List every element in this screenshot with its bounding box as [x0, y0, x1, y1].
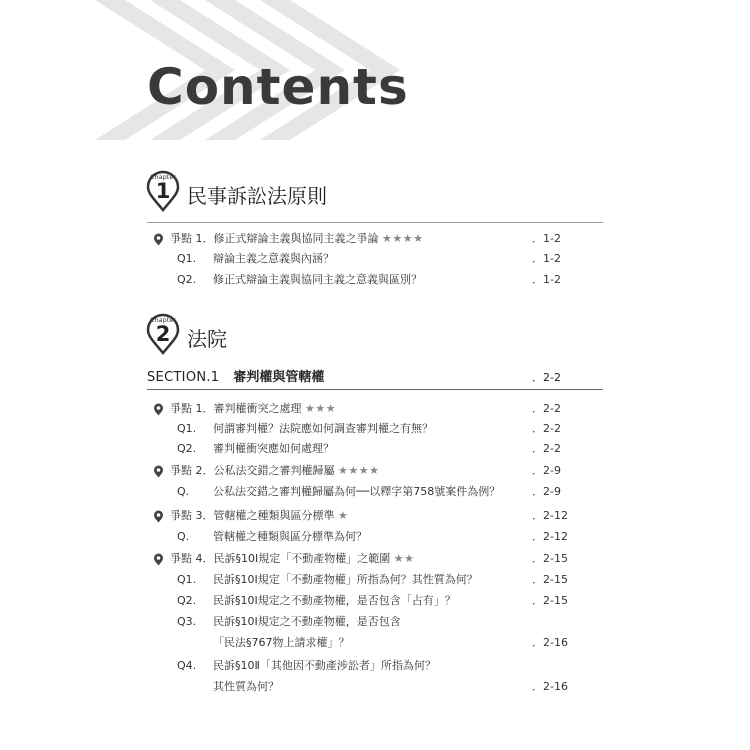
- chapter-2-heading[interactable]: [145, 313, 227, 355]
- page-number: ．2-2: [532, 422, 561, 435]
- divider: [147, 389, 603, 390]
- page-number: ．2-12: [532, 530, 568, 543]
- question-number: Q1.: [177, 252, 197, 265]
- question-label: 民訴§10Ⅰ規定之不動產物權，是否包含: [213, 615, 401, 628]
- toc-issue-row[interactable]: [150, 506, 575, 526]
- question-label: 其性質為何？: [213, 680, 279, 693]
- question-number: Q3.: [177, 615, 197, 628]
- question-label: 公私法交錯之審判權歸屬為何──以釋字第758號案件為例？: [213, 485, 501, 498]
- page-number: ．2-16: [532, 636, 568, 649]
- toc-question-row[interactable]: [150, 439, 575, 459]
- page-number: ．2-15: [532, 594, 568, 607]
- toc-issue-row[interactable]: [150, 399, 575, 419]
- question-label: 管轄權之種類與區分標準為何？: [213, 530, 367, 543]
- importance-stars: ★★: [393, 552, 415, 565]
- toc-question-row[interactable]: [150, 249, 575, 269]
- toc-question-row[interactable]: [150, 612, 575, 632]
- page-number: ．2-16: [532, 680, 568, 693]
- page-number: ．2-9: [532, 485, 561, 498]
- question-label: 修正式辯論主義與協同主義之意義與區別？: [213, 273, 422, 286]
- toc-question-row[interactable]: [150, 656, 575, 676]
- issue-label: 爭點 1．審判權衝突之處理: [170, 402, 302, 415]
- importance-stars: ★★★: [305, 402, 337, 415]
- section-title: 審判權與管轄權: [233, 370, 325, 385]
- chapter-number: 1: [155, 179, 171, 203]
- question-number: Q4.: [177, 659, 197, 672]
- chapter-1-heading[interactable]: [145, 170, 327, 212]
- toc-question-row[interactable]: [150, 419, 575, 439]
- question-label: 審判權衝突應如何處理？: [213, 442, 334, 455]
- page-number: ．2-2: [532, 371, 561, 384]
- question-label: 辯論主義之意義與內涵？: [213, 252, 334, 265]
- page-number: ．2-2: [532, 402, 561, 415]
- location-pin-icon: [153, 510, 164, 523]
- issue-label: 爭點 2．公私法交錯之審判權歸屬: [170, 464, 335, 477]
- page-number: ．2-15: [532, 573, 568, 586]
- toc-question-row[interactable]: [150, 527, 575, 547]
- page-title: Contents: [147, 58, 409, 116]
- toc-question-row[interactable]: [150, 677, 575, 697]
- chapter-badge: [145, 313, 181, 355]
- chapter-badge: [145, 170, 181, 212]
- importance-stars: ★★★★: [338, 464, 380, 477]
- page-number: ．1-2: [532, 252, 561, 265]
- location-pin-icon: [153, 403, 164, 416]
- page-number: ．1-2: [532, 273, 561, 286]
- location-pin-icon: [153, 553, 164, 566]
- toc-issue-row[interactable]: [150, 549, 575, 569]
- question-label: 民訴§10Ⅱ「其他因不動產涉訟者」所指為何？: [213, 659, 436, 672]
- toc-question-row[interactable]: [150, 591, 575, 611]
- page-number: ．1-2: [532, 232, 561, 245]
- toc-question-row[interactable]: [150, 482, 575, 502]
- question-number: Q1.: [177, 573, 197, 586]
- chapter-title: 民事訴訟法原則: [187, 183, 327, 208]
- issue-label: 爭點 1．修正式辯論主義與協同主義之爭論: [170, 232, 379, 245]
- toc-question-row[interactable]: [150, 633, 575, 653]
- importance-stars: ★: [338, 509, 349, 522]
- issue-label: 爭點 4．民訴§10Ⅰ規定「不動產物權」之範圍: [170, 552, 391, 565]
- section-label: SECTION.1: [147, 370, 220, 385]
- question-number: Q2.: [177, 594, 197, 607]
- location-pin-icon: [153, 233, 164, 246]
- question-label: 民訴§10Ⅰ規定之不動產物權，是否包含「占有」？: [213, 594, 456, 607]
- toc-question-row[interactable]: [150, 270, 575, 290]
- section-heading[interactable]: [147, 368, 572, 388]
- chapter-number: 2: [155, 322, 171, 346]
- question-label: 何謂審判權？法院應如何調查審判權之有無？: [213, 422, 433, 435]
- page-number: ．2-9: [532, 464, 561, 477]
- question-number: Q1.: [177, 422, 197, 435]
- page-number: ．2-12: [532, 509, 568, 522]
- question-number: Q2.: [177, 442, 197, 455]
- divider: [147, 222, 603, 223]
- page-number: ．2-15: [532, 552, 568, 565]
- page-number: ．2-2: [532, 442, 561, 455]
- chapter-title: 法院: [187, 326, 227, 351]
- question-label: 民訴§10Ⅰ規定「不動產物權」所指為何？其性質為何？: [213, 573, 478, 586]
- chapter-caption: Chapter: [150, 173, 176, 181]
- toc-question-row[interactable]: [150, 570, 575, 590]
- issue-label: 爭點 3．管轄權之種類與區分標準: [170, 509, 335, 522]
- toc-issue-row[interactable]: [150, 229, 575, 249]
- question-number: Q.: [177, 485, 190, 498]
- location-pin-icon: [153, 465, 164, 478]
- toc-issue-row[interactable]: [150, 461, 575, 481]
- question-label: 「民法§767物上請求權」？: [213, 636, 350, 649]
- question-number: Q.: [177, 530, 190, 543]
- importance-stars: ★★★★: [382, 232, 424, 245]
- question-number: Q2.: [177, 273, 197, 286]
- chapter-caption: Chapter: [150, 316, 176, 324]
